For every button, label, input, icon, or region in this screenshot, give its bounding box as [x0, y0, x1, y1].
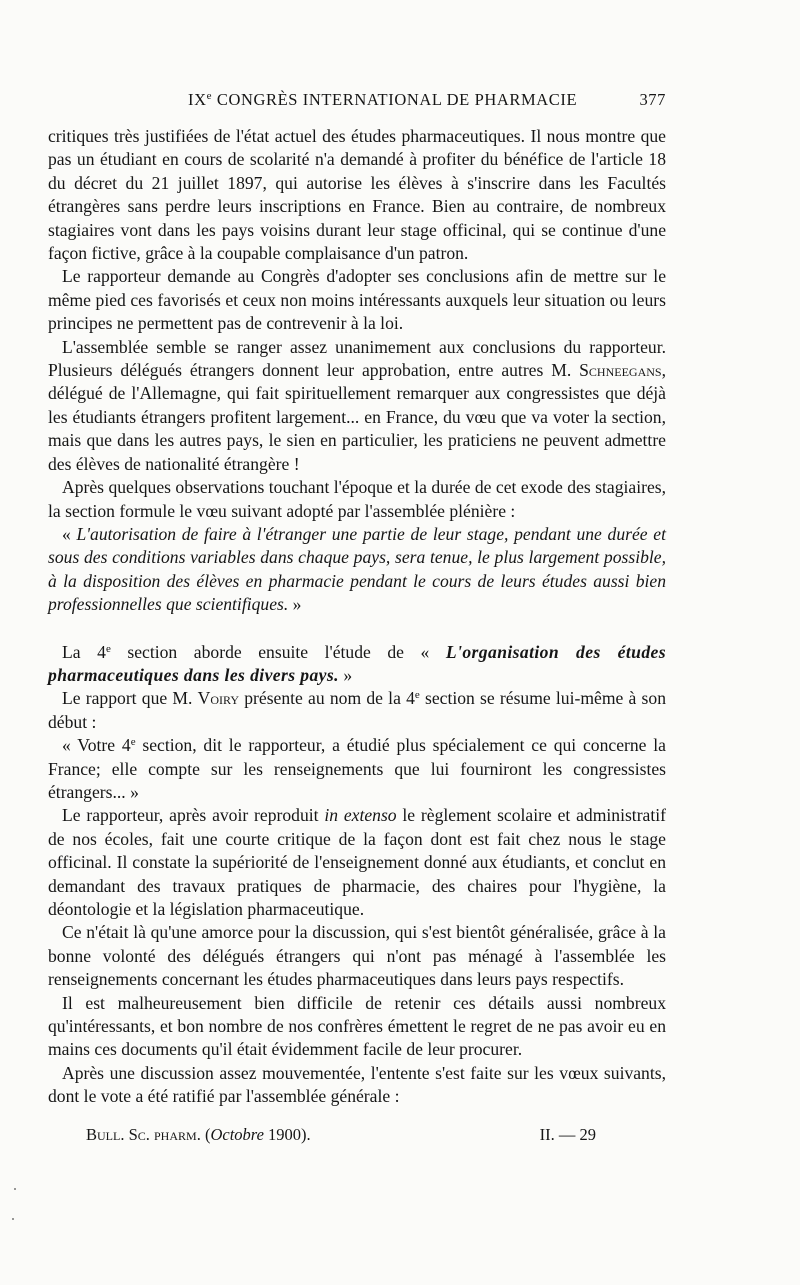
- paragraph-2: Le rapporteur demande au Congrès d'adopter ses conclusions afin de mettre sur le même pied ces favorisés et ceux non moins intéressants auxquels leur situation ou leurs principes ne permettent pas de contrevenir à la loi.: [48, 266, 666, 334]
- paragraph-6: [48, 641, 666, 688]
- header-title-prefix: IX: [188, 90, 207, 109]
- paragraph-9-text-a: Le rapporteur, après avoir reproduit: [62, 805, 325, 826]
- quote-close: »: [288, 594, 302, 615]
- paragraph-6-text-a: La 4: [62, 641, 106, 662]
- paragraph-7-text-c: section se résume lui-même à son début :: [48, 688, 666, 732]
- paragraph-8-text-b: section, dit le rapporteur, a étudié plus spécialement ce qui concerne la France; elle compte sur les renseignements que lui fourniront les congressistes étrangers... »: [48, 735, 666, 802]
- scan-speck: [14, 1188, 16, 1190]
- person-name-voiry: Voiry: [197, 688, 240, 709]
- paragraph-3-text-a: L'assemblée semble se ranger assez unanimement aux conclusions du rapporteur. Plusieurs délégués étrangers donnent leur approbation, entre autres M.: [48, 336, 666, 381]
- quote-open: «: [62, 523, 77, 544]
- scan-speck: [12, 1218, 14, 1220]
- date-month: Octobre: [210, 1125, 264, 1144]
- paragraph-12: Après une discussion assez mouvementée, l'entente s'est faite sur les vœux suivants, dont le vote a été ratifié par l'assemblée générale :: [48, 1062, 666, 1107]
- resolution-text: L'autorisation de faire à l'étranger une partie de leur stage, pendant une durée et sous des conditions variables dans chaque pays, sera tenue, le plus largement possible, à la disposition des élèves en pharmacie pendant le cours de leurs études aussi bien professionnelles que scientifiques.: [48, 523, 666, 615]
- paragraph-6-sup: e: [105, 642, 111, 655]
- paragraph-8-text-a: « Votre 4: [62, 735, 131, 756]
- signature-mark: II. — 29: [539, 1125, 596, 1144]
- header-title-sup: e: [206, 90, 213, 102]
- paragraph-4: Après quelques observations touchant l'époque et la durée de cet exode des stagiaires, la section formule le vœu suivant adopté par l'assemblée plénière :: [48, 477, 666, 521]
- paragraph-6-text-b: section aborde ensuite l'étude de «: [110, 641, 446, 662]
- paragraph-8: [48, 734, 666, 804]
- paragraph-7-text-b: présente au nom de la 4: [239, 688, 415, 709]
- paragraph-3: [48, 336, 666, 476]
- journal-name: Bull. Sc. pharm.: [86, 1125, 201, 1144]
- paragraph-3-text-b: , délégué de l'Allemagne, qui fait spirituellement remarquer aux congressistes que déjà les étudiants étrangers profitent largement... en France, du vœu que va voter la section, mais que dans les autres pays, le sien en particulier, les praticiens ne peuvent admettre des élèves de nationalité étrangère !: [48, 360, 666, 474]
- paragraph-7: [48, 687, 666, 734]
- paragraph-8-sup: e: [130, 736, 136, 749]
- section-topic-title: L'organisation des études pharmaceutiques dans les divers pays.: [48, 641, 666, 685]
- header-title: [188, 90, 577, 110]
- header-title-text: CONGRÈS INTERNATIONAL DE PHARMACIE: [212, 90, 578, 109]
- paragraph-6-text-c: »: [338, 664, 353, 685]
- date-open: (: [200, 1125, 211, 1144]
- page-number: 377: [639, 90, 666, 109]
- paragraph-11: Il est malheureusement bien difficile de retenir ces détails aussi nombreux qu'intéressants, et bon nombre de nos confrères émettent le regret de ne pas avoir eu en mains ces documents qu'il était évidemment facile de leur procurer.: [48, 992, 666, 1060]
- body-text: [48, 125, 666, 1109]
- quoted-resolution: [48, 523, 666, 617]
- journal-citation: [86, 1125, 311, 1145]
- latin-phrase: in extenso: [324, 805, 397, 826]
- paragraph-10: Ce n'était là qu'une amorce pour la discussion, qui s'est bientôt généralisée, grâce à la bonne volonté des délégués étrangers qui n'ont pas ménagé à l'assemblée les renseignements concernant les études pharmaceutiques dans leurs pays respectifs.: [48, 922, 666, 990]
- date-year: 1900).: [263, 1125, 311, 1144]
- running-header: [48, 90, 666, 114]
- paragraph-1: critiques très justifiées de l'état actuel des études pharmaceutiques. Il nous montre que pas un étudiant en cours de scolarité n'a demandé à profiter du bénéfice de l'article 18 du décret du 21 juillet 1897, qui autorise les élèves à s'inscrire dans les Facultés étrangères sans perdre leurs inscriptions en France. Bien au contraire, de nombreux stagiaires vont dans les pays voisins durant leur stage officinal, qui se continue d'une façon fictive, grâce à la coupable complaisance d'un patron.: [48, 126, 666, 264]
- paragraph-9: [48, 804, 666, 921]
- person-name-schneegans: Schneegans: [579, 360, 662, 381]
- paragraph-9-text-b: le règlement scolaire et administratif de nos écoles, fait une courte critique de la façon dont est fait chez nous le stage officinal. Il constate la supériorité de l'enseignement donné aux étudiants, et conclut en demandant des travaux pratiques de pharmacie, des chaires pour l'hygiène, la déontologie et la législation pharmaceutique.: [48, 805, 667, 919]
- page-footer: [86, 1125, 596, 1147]
- section-gap: [48, 617, 666, 641]
- paragraph-7-sup: e: [414, 689, 420, 702]
- paragraph-7-text-a: Le rapport que M.: [62, 688, 198, 709]
